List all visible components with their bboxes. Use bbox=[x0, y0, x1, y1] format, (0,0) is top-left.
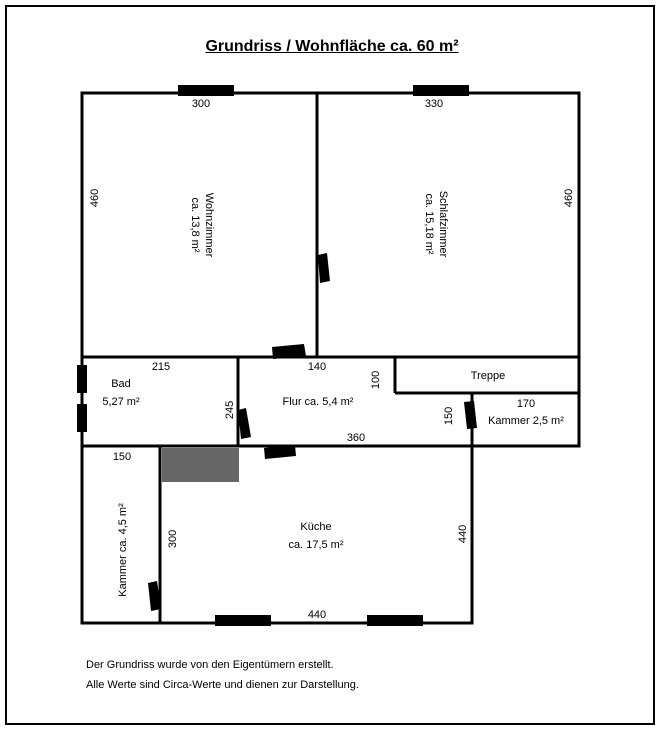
dim-flur-right-150: 150 bbox=[443, 406, 455, 426]
window-schlafzimmer bbox=[413, 85, 469, 96]
window-bad-lower bbox=[77, 404, 87, 432]
dim-wohn-left: 460 bbox=[89, 188, 101, 208]
room-bad-area: 5,27 m² bbox=[102, 396, 140, 408]
chimney-shaft bbox=[162, 448, 239, 482]
room-kammer-right-label: Kammer 2,5 m² bbox=[488, 415, 564, 427]
room-schlafzimmer-name: Schlafzimmer bbox=[437, 190, 449, 258]
lower-outer-wall bbox=[82, 446, 472, 623]
dim-wohn-top: 300 bbox=[191, 98, 211, 110]
dim-kammer-left-top: 150 bbox=[112, 451, 132, 463]
dim-kueche-left: 300 bbox=[167, 529, 179, 549]
door-schlafzimmer bbox=[318, 253, 330, 283]
dim-schlaf-top: 330 bbox=[424, 98, 444, 110]
room-kammer-left-label: Kammer ca. 4,5 m² bbox=[117, 503, 129, 597]
door-bad bbox=[238, 408, 251, 439]
page-title: Grundriss / Wohnfläche ca. 60 m² bbox=[205, 38, 459, 55]
room-flur-label: Flur ca. 5,4 m² bbox=[282, 396, 354, 408]
dim-kueche-bottom: 440 bbox=[307, 609, 327, 621]
window-kueche-left bbox=[215, 615, 271, 626]
window-kueche-right bbox=[367, 615, 423, 626]
dim-kammer-right-top: 170 bbox=[516, 398, 536, 410]
room-wohnzimmer-name: Wohnzimmer bbox=[203, 192, 215, 258]
room-wohnzimmer-area: ca. 13,8 m² bbox=[189, 197, 201, 253]
dim-flur-left: 245 bbox=[224, 400, 236, 420]
dim-flur-inner-100: 100 bbox=[370, 370, 382, 390]
door-kammer-right bbox=[464, 401, 477, 429]
room-treppe-label: Treppe bbox=[470, 370, 506, 382]
doors bbox=[148, 253, 477, 611]
room-bad-name: Bad bbox=[111, 378, 131, 390]
room-schlafzimmer-area: ca. 15,18 m² bbox=[423, 193, 435, 255]
dim-bad-top: 215 bbox=[151, 361, 171, 373]
window-wohnzimmer bbox=[178, 85, 234, 96]
dim-schlaf-right: 460 bbox=[563, 188, 575, 208]
upper-outer-wall bbox=[82, 93, 579, 357]
note-line-1: Der Grundriss wurde von den Eigentümern erstellt. bbox=[86, 659, 334, 671]
note-line-2: Alle Werte sind Circa-Werte und dienen zur Darstellung. bbox=[86, 679, 359, 691]
room-kueche-name: Küche bbox=[300, 521, 332, 533]
window-bad-upper bbox=[77, 365, 87, 393]
room-kueche-area: ca. 17,5 m² bbox=[288, 539, 344, 551]
dim-kueche-right: 440 bbox=[457, 524, 469, 544]
dim-flur-bottom: 360 bbox=[346, 432, 366, 444]
dim-flur-top: 140 bbox=[307, 361, 327, 373]
